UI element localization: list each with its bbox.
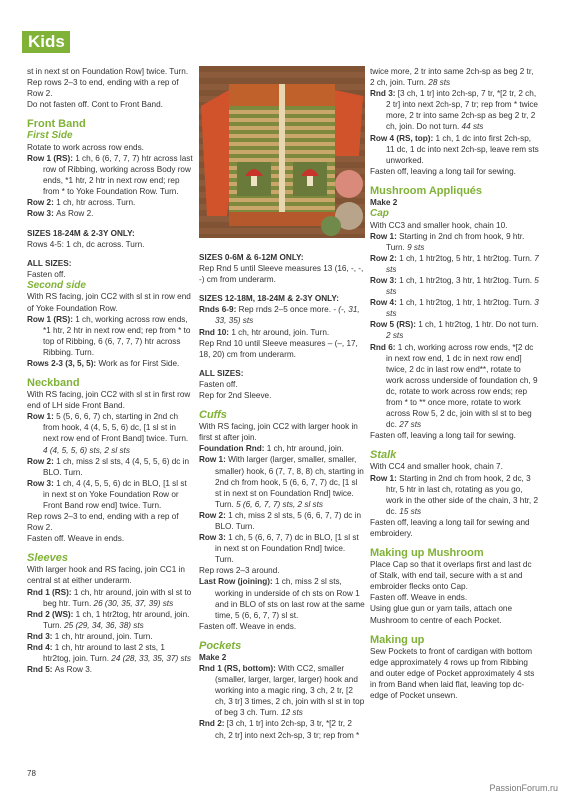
row-text: With CC3 and smaller hook, chain 10. <box>370 220 508 230</box>
row-text: 1 ch, htr across. Turn. <box>56 198 136 208</box>
column-1 <box>27 66 193 675</box>
row-label: Rnd 1 (RS): <box>27 587 74 597</box>
instruction-row <box>199 718 365 740</box>
section-heading: Mushroom Appliqués <box>370 184 483 197</box>
row-text: Sew Pockets to front of cardigan with bottom edge approximately 4 rows up from Ribbing and outer edge of Pocket approximately 4 sts in from Band when laid flat, leaving top dc-edge of Pocket unsewn. <box>370 646 535 700</box>
instruction-row <box>199 304 365 326</box>
row-label: Row 3: <box>27 209 57 219</box>
row-text: 5 (5, 6, 6, 7) ch, starting in 2nd ch from hook, 4 (4, 5, 5, 6) dc, [1 sl st in next row end of Front Band] twice. Turn. <box>43 412 189 444</box>
row-label: Row 1: <box>370 473 400 483</box>
row-label: Row 2: <box>27 456 57 466</box>
instruction-row <box>27 208 193 219</box>
instruction-row <box>27 314 193 358</box>
row-text: With larger hook and RS facing, join CC1 in central st at either underarm. <box>27 565 185 586</box>
row-text: Fasten off. Weave in ends. <box>370 593 468 603</box>
row-text: 1 ch, htr around, join with sl st to beg htr. Turn. <box>43 587 192 608</box>
row-label: Rnd 3: <box>27 631 55 641</box>
paragraph <box>370 461 540 472</box>
stitch-count: 24 (28, 33, 35, 37) sts <box>109 654 191 664</box>
row-text: With CC4 and smaller hook, chain 7. <box>370 462 503 472</box>
row-text: 1 ch, 1 dc into first 2ch-sp, 11 dc, 1 dc into next 2ch-sp, leave rem sts unworked. <box>386 133 539 165</box>
stitch-count: 25 (29, 34, 36, 38) sts <box>61 620 144 630</box>
row-text: [3 ch, 1 tr] into 2ch-sp, 3 tr, *[2 tr, 2 ch, 2 tr] into next 2ch-sp, 3 tr; rep from * <box>215 719 360 740</box>
row-label: Row 1: <box>370 231 400 241</box>
row-text: 1 ch, 6 (6, 7, 7, 7) htr across last row of Ribbing, working across Body row ends, *1 htr, 2 htr in next row end; rep from * to Yoke Foundation Row. Turn. <box>43 153 193 197</box>
row-label: Rnd 5: <box>27 665 55 675</box>
row-label: Rnd 6: <box>370 342 398 352</box>
cardigan-illustration <box>199 66 365 238</box>
instruction-row <box>27 411 193 455</box>
paragraph <box>199 379 365 390</box>
row-text: Starting in 2nd ch from hook, 2 dc, 3 htr, 5 htr in last ch, rotating as you go, work in the other side of the chain, 3 htr, 2 dc. <box>386 473 539 516</box>
column-2 <box>199 244 365 741</box>
instruction-row <box>370 253 540 275</box>
instruction-row <box>370 473 540 517</box>
row-text: As Row 3. <box>54 665 93 675</box>
size-heading: Make 2 <box>370 197 398 207</box>
instruction-row <box>370 275 540 297</box>
row-label: Rnd 1 (RS, bottom): <box>199 664 279 673</box>
row-text: [3 ch, 1 tr] into 2ch-sp, 7 tr, *[2 tr, 2 ch, 2 tr] into next 2ch-sp, 7 tr; rep from * twice more, 2 tr into same 2ch-sp as beg 2 tr, 2 ch, join. Do not turn. <box>386 89 538 132</box>
size-heading: SIZES 12-18M, 18-24M & 2-3Y ONLY: <box>199 294 339 304</box>
paragraph <box>199 421 365 443</box>
row-text: 1 ch, miss 2 sl sts, 5 (6, 6, 7, 7) dc in BLO. Turn. <box>215 510 361 531</box>
paragraph <box>199 621 365 632</box>
paragraph <box>370 166 540 177</box>
paragraph <box>27 564 193 586</box>
row-text: 1 ch, htr around, join. Turn. <box>54 631 153 641</box>
row-text: 1 ch, 1 htr2tog, 1 htr. Do not turn. <box>418 320 539 330</box>
row-label: Row 4 (RS, top): <box>370 133 436 143</box>
row-text: Fasten off. <box>27 269 66 279</box>
page-number: 78 <box>27 769 36 778</box>
subsection-heading: Second side <box>27 279 86 291</box>
instruction-row <box>27 358 193 369</box>
section-heading: Neckband <box>27 377 80 390</box>
row-label: Rnd 2: <box>199 719 227 729</box>
row-label: Last Row (joining): <box>199 577 275 587</box>
section-heading: Making up Mushroom <box>370 547 484 560</box>
paragraph <box>27 291 193 313</box>
paragraph <box>27 142 193 153</box>
row-label: Foundation Rnd: <box>199 444 267 454</box>
section-heading: Front Band <box>27 118 86 131</box>
instruction-row <box>370 133 540 166</box>
paragraph <box>370 66 540 88</box>
section-heading: Stalk <box>370 449 397 462</box>
paragraph <box>370 603 540 625</box>
section-heading: Sleeves <box>27 552 68 565</box>
instruction-row <box>199 510 365 532</box>
row-label: Row 1: <box>27 412 57 422</box>
row-text: 1 ch, working across row ends, *1 htr, 2 htr in next row end; rep from * to top of Ribbing, 6 (6, 7, 7, 7) htr across Ribbing. Turn. <box>43 314 191 357</box>
row-text: Do not fasten off. Cont to Front Band. <box>27 100 163 110</box>
instruction-row <box>370 297 540 319</box>
row-text: Fasten off, leaving a long tail for sewing. <box>370 166 516 176</box>
stitch-count: 26 (30, 35, 37, 39) sts <box>91 598 174 608</box>
row-text: With RS facing, join CC2 with sl st in first row end of LH side Front Band. <box>27 390 191 411</box>
row-text: With RS facing, join CC2 with sl st in row end of Yoke Foundation Row. <box>27 292 191 313</box>
instruction-row <box>370 342 540 431</box>
row-label: Rnd 10: <box>199 327 232 337</box>
row-text: 1 ch, htr around, join. <box>266 444 344 454</box>
row-text: st in next st on Foundation Row] twice. Turn. <box>27 67 189 76</box>
size-heading: ALL SIZES: <box>27 258 72 268</box>
stitch-count: 28 sts <box>425 78 451 88</box>
instruction-row <box>199 576 365 620</box>
paragraph <box>27 77 193 99</box>
row-text: Fasten off, leaving a long tail for sewing and embroidery. <box>370 517 530 538</box>
row-text: Rep rows 2–3 around. <box>199 566 280 576</box>
stitch-count: 3 sts <box>386 298 539 319</box>
row-text: twice more, 2 tr into same 2ch-sp as beg 2 tr, 2 ch, join. Turn. <box>370 67 534 88</box>
row-text: Rep rows 2–3 to end, ending with a rep of Row 2. <box>27 78 179 99</box>
subsection-heading: First Side <box>27 130 73 142</box>
size-heading: ALL SIZES: <box>199 368 244 378</box>
row-text: With RS facing, join CC2 with larger hook in first st after join. <box>199 422 358 443</box>
section-heading: Making up <box>370 633 425 646</box>
row-text: Place Cap so that it overlaps first and last dc of Stalk, with end tail, secure with a st and embroider flecks onto Cap. <box>370 560 532 592</box>
paragraph <box>370 559 540 592</box>
stitch-count: 5 sts <box>386 276 539 297</box>
stitch-count: 15 sts <box>396 506 422 516</box>
paragraph <box>370 646 540 701</box>
paragraph <box>27 66 193 77</box>
instruction-row <box>27 642 193 664</box>
paragraph <box>370 517 540 539</box>
row-label: Row 2: <box>199 510 229 520</box>
row-label: Row 4: <box>370 298 400 308</box>
stitch-count: 44 sts <box>459 122 484 132</box>
size-heading: Make 2 <box>199 652 227 662</box>
row-label: Row 3: <box>27 478 57 488</box>
instruction-row <box>27 609 193 631</box>
row-label: Row 1 (RS): <box>27 314 76 324</box>
subsection-heading: Cap <box>370 208 389 220</box>
instruction-row <box>27 587 193 609</box>
row-text: Fasten off, leaving a long tail for sewing. <box>370 431 516 441</box>
size-heading: SIZES 0-6M & 6-12M ONLY: <box>199 253 304 262</box>
instruction-row <box>27 456 193 478</box>
stitch-count: - (-, 31, 33, 35) sts <box>215 305 360 326</box>
row-text: 1 ch, 1 htr2tog, 1 htr, 1 htr2tog. Turn. <box>399 298 533 308</box>
row-text: Rep Rnd 5 until Sleeve measures 13 (16, -, -, -) cm from underarm. <box>199 264 364 285</box>
row-text: 1 ch, htr around to last 2 sts, 1 htr2tog, join. Turn. <box>43 643 165 664</box>
stitch-count: 9 sts <box>404 242 425 252</box>
paragraph <box>199 565 365 576</box>
paragraph <box>27 99 193 110</box>
row-text: 1 ch, 1 htr2tog, 5 htr, 1 htr2tog. Turn. <box>399 253 533 263</box>
paragraph <box>199 263 365 285</box>
instruction-row <box>27 664 193 675</box>
row-text: 1 ch, 5 (6, 6, 7, 7) dc in BLO, [1 sl st in next st on Foundation Rnd] twice. Turn. <box>215 533 359 565</box>
row-label: Row 1 (RS): <box>27 153 76 163</box>
row-label: Row 2: <box>370 253 400 263</box>
row-text: Fasten off. <box>199 379 238 389</box>
column-3 <box>370 66 540 701</box>
row-text: 1 ch, working across row ends, *[2 dc in next row end, 1 dc in next row end] twice, 2 dc in last row end**, rotate to work across underside of foundation ch, 9 dc, rotate to work across row ends; rep from * to ** once more, rotate to work across Row 5, 2 dc, join with sl st to beg dc. <box>386 342 538 430</box>
row-text: Fasten off. Weave in ends. <box>199 621 297 631</box>
stitch-count: 2 sts <box>386 331 404 341</box>
paragraph <box>370 592 540 603</box>
row-text: Rows 4-5: 1 ch, dc across. Turn. <box>27 239 145 249</box>
row-text: With larger (larger, smaller, smaller, smaller) hook, 6 (7, 7, 8, 8) ch, starting in 2nd ch from hook, 5 (6, 6, 7, 7) dc, [1 sl st in next st on Foundation Rnd] twice. Turn. <box>215 455 364 509</box>
stitch-count: 4 (4, 5, 5, 6) sts, 2 sl sts <box>43 445 130 455</box>
row-text: Fasten off. Weave in ends. <box>27 534 125 544</box>
stitch-count: 5 (6, 6, 7, 7) sts, 2 sl sts <box>233 499 323 509</box>
row-text: 1 ch, 1 htr2tog, 3 htr, 1 htr2tog. Turn. <box>399 276 533 285</box>
instruction-row <box>27 197 193 208</box>
row-text: Rep for 2nd Sleeve. <box>199 391 272 401</box>
instruction-row <box>27 153 193 197</box>
stitch-count: 7 sts <box>386 253 539 274</box>
row-label: Row 3: <box>370 276 400 285</box>
instruction-row <box>370 319 540 341</box>
paragraph <box>27 239 193 250</box>
row-text: As Row 2. <box>56 209 94 219</box>
row-text: 1 ch, miss 2 sl sts, 4 (4, 5, 5, 6) dc in BLO. Turn. <box>43 456 189 477</box>
row-label: Rnds 6-9: <box>199 305 239 315</box>
row-text: Rep rnds 2–5 once more. <box>238 305 331 315</box>
row-text: With CC2, smaller (smaller, larger, larger, larger) hook and working into a magic ring, 3 ch, 2 tr, [2 ch, 3 tr] 3 times, 2 ch, join with sl st in top of beg 3 ch. Turn. <box>215 664 365 718</box>
cardigan-photo <box>199 66 365 238</box>
instruction-row <box>199 532 365 565</box>
row-text: Rep Rnd 10 until Sleeve measures – (–, 17, 18, 20) cm from underarm. <box>199 338 358 359</box>
row-text: 1 ch, 1 htr2tog, htr around, join. Turn. <box>43 609 190 630</box>
site-watermark: PassionForum.ru <box>489 783 558 793</box>
instruction-row <box>199 454 365 509</box>
paragraph <box>27 269 193 280</box>
instruction-row <box>27 478 193 511</box>
paragraph <box>199 338 365 360</box>
instruction-row <box>370 231 540 253</box>
row-label: Rnd 2 (WS): <box>27 609 76 619</box>
row-text: 1 ch, htr around, join. Turn. <box>231 327 330 337</box>
row-text: 1 ch, 4 (4, 5, 5, 6) dc in BLO, [1 sl st in next st on Yoke Foundation Row or Front Band row end] twice. Turn. <box>43 478 187 510</box>
paragraph <box>27 511 193 533</box>
paragraph <box>27 533 193 544</box>
row-text: Work as for First Side. <box>98 358 180 368</box>
instruction-row <box>199 443 365 454</box>
paragraph <box>27 389 193 411</box>
row-label: Rnd 4: <box>27 643 55 653</box>
row-label: Rows 2-3 (3, 5, 5): <box>27 358 99 368</box>
section-heading: Cuffs <box>199 409 227 422</box>
paragraph <box>199 390 365 401</box>
paragraph <box>370 220 540 231</box>
row-label: Row 2: <box>27 198 57 208</box>
section-badge: Kids <box>22 31 70 53</box>
section-heading: Pockets <box>199 639 242 652</box>
instruction-row <box>27 631 193 642</box>
stitch-count: 12 sts <box>278 708 303 718</box>
row-label: Row 5 (RS): <box>370 320 419 330</box>
row-text: Starting in 2nd ch from hook, 9 htr. Turn. <box>386 231 525 252</box>
row-text: 1 ch, miss 2 sl sts, working in underside of ch sts on Row 1 and in BLO of sts on last row at the same time, 5 (6, 6, 7, 7) sl st. <box>215 577 365 620</box>
instruction-row <box>370 88 540 132</box>
instruction-row <box>199 663 365 718</box>
size-heading: SIZES 18-24M & 2-3Y ONLY: <box>27 228 135 238</box>
row-label: Row 3: <box>199 533 229 543</box>
paragraph <box>370 430 540 441</box>
row-text: Rep rows 2–3 to end, ending with a rep of Row 2. <box>27 512 179 533</box>
row-text: Using glue gun or yarn tails, attach one Mushroom to centre of each Pocket. <box>370 604 513 625</box>
row-label: Row 1: <box>199 455 229 465</box>
stitch-count: 27 sts <box>396 420 422 430</box>
instruction-row <box>199 327 365 338</box>
row-text: Rotate to work across row ends. <box>27 142 144 152</box>
row-label: Rnd 3: <box>370 89 398 99</box>
